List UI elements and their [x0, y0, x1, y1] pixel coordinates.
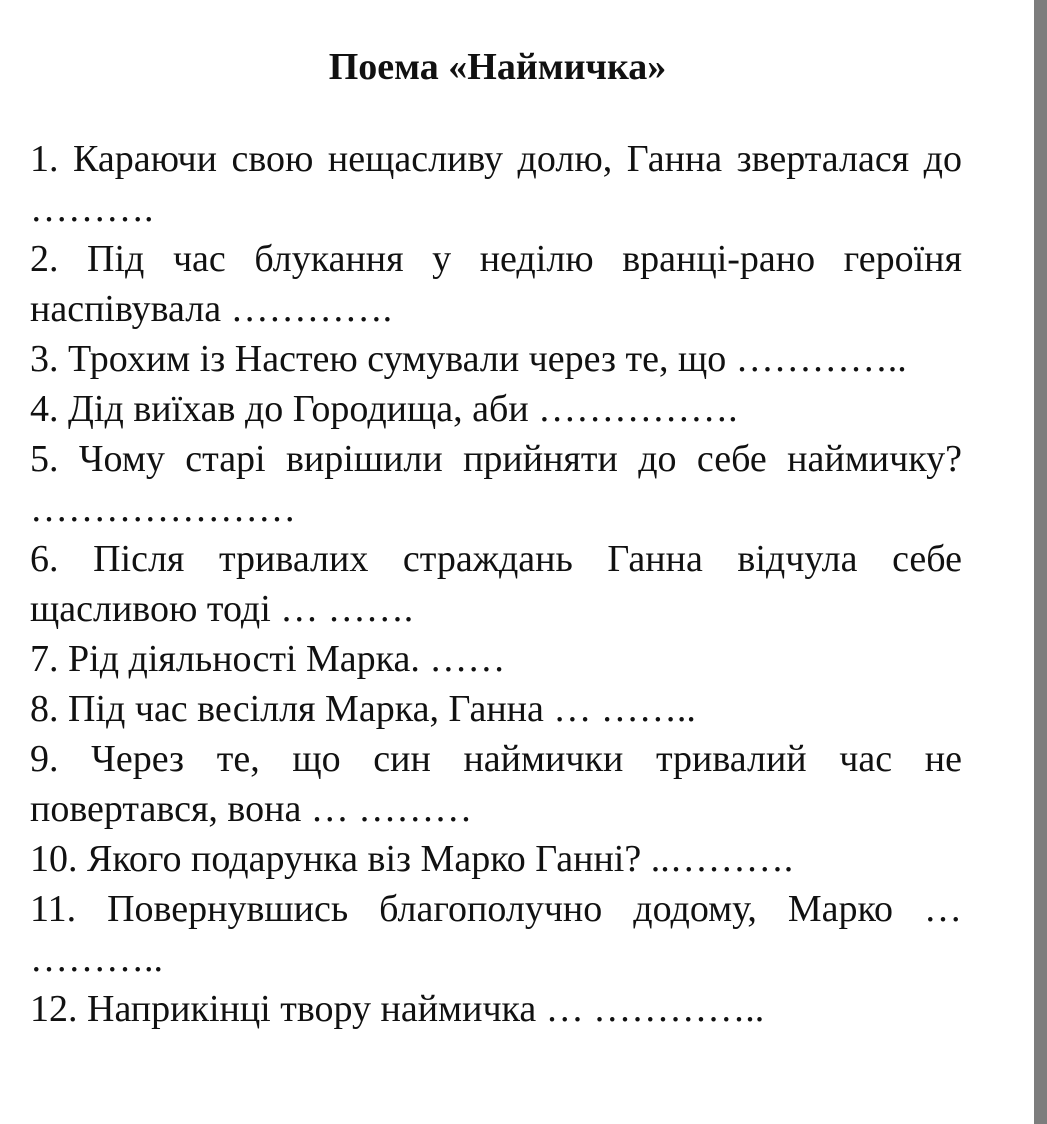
page-edge-bar: [1034, 0, 1047, 1124]
question-item-1: 1. Караючи свою нещасливу долю, Ганна зверталася до ……….: [30, 138, 962, 230]
question-list: [30, 134, 962, 1034]
document-title: Поема «Наймичка»: [328, 46, 667, 88]
question-item-7: 7. Рід діяльності Марка. ……: [30, 638, 506, 680]
question-item-9: 9. Через те, що син наймички тривалий час не повертався, вона … ………: [30, 738, 962, 830]
question-item-6: 6. Після тривалих страждань Ганна відчула себе щасливою тоді … …….: [30, 538, 962, 630]
question-item-11: 11. Повернувшись благополучно додому, Марко … ………..: [30, 888, 962, 980]
question-item-4: 4. Дід виїхав до Городища, аби …………….: [30, 388, 738, 430]
question-item-12: 12. Наприкінці твору наймичка … …………..: [30, 988, 765, 1030]
question-item-3: 3. Трохим із Настею сумували через те, що …………..: [30, 338, 907, 380]
question-item-5: 5. Чому старі вирішили прийняти до себе наймичку? …………………: [30, 438, 962, 530]
question-item-8: 8. Під час весілля Марка, Ганна … ……..: [30, 688, 696, 730]
question-item-2: 2. Під час блукання у неділю вранці-рано героїня наспівувала ………….: [30, 238, 962, 330]
question-item-10: 10. Якого подарунка віз Марко Ганні? ..……….: [30, 838, 794, 880]
